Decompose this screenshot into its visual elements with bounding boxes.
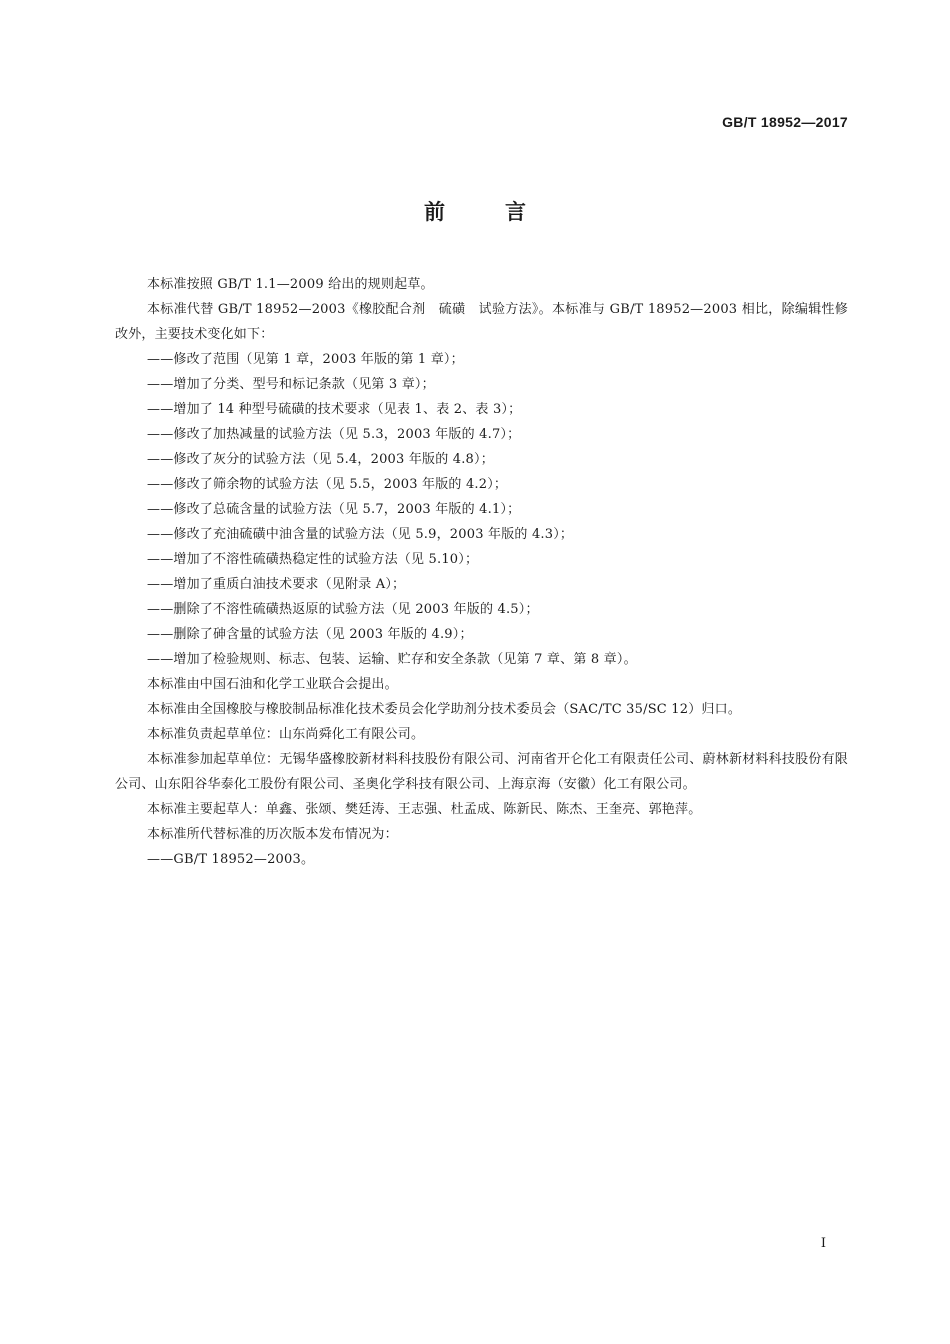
- paragraph-participating-drafters: 本标准参加起草单位：无锡华盛橡胶新材料科技股份有限公司、河南省开仑化工有限责任公司、蔚林新材料科技股份有限公司、山东阳谷华泰化工股份有限公司、圣奥化学科技有限公司、上海京海（安徽）化工有限公司。: [115, 752, 848, 792]
- list-item: ——修改了总硫含量的试验方法（见 5.7，2003 年版的 4.1）；: [147, 502, 521, 517]
- list-item: ——修改了充油硫磺中油含量的试验方法（见 5.9，2003 年版的 4.3）；: [147, 527, 574, 542]
- list-item: ——修改了范围（见第 1 章，2003 年版的第 1 章）；: [147, 352, 464, 367]
- paragraph-lead-drafter: 本标准负责起草单位：山东尚舜化工有限公司。: [147, 727, 425, 742]
- standard-code: GB/T 18952—2017: [722, 114, 848, 130]
- list-item: ——修改了加热减量的试验方法（见 5.3，2003 年版的 4.7）；: [147, 427, 521, 442]
- list-item: ——删除了砷含量的试验方法（见 2003 年版的 4.9）；: [147, 627, 473, 642]
- list-item: ——增加了不溶性硫磺热稳定性的试验方法（见 5.10）；: [147, 552, 479, 567]
- document-body: [115, 272, 848, 872]
- paragraph-main-drafters: 本标准主要起草人：单鑫、张颂、樊廷涛、王志强、杜孟成、陈新民、陈杰、王奎亮、郭艳萍。: [147, 802, 702, 817]
- list-item: ——删除了不溶性硫磺热返原的试验方法（见 2003 年版的 4.5）；: [147, 602, 539, 617]
- paragraph-committee: 本标准由全国橡胶与橡胶制品标准化技术委员会化学助剂分技术委员会（SAC/TC 35/SC 12）归口。: [147, 702, 742, 717]
- page-title: 前言: [424, 200, 586, 224]
- list-item: ——GB/T 18952—2003。: [147, 852, 315, 867]
- list-item: ——增加了重质白油技术要求（见附录 A）；: [147, 577, 406, 592]
- list-item: ——修改了筛余物的试验方法（见 5.5，2003 年版的 4.2）；: [147, 477, 508, 492]
- paragraph-replacement: 本标准代替 GB/T 18952—2003《橡胶配合剂 硫磺 试验方法》。本标准与 GB/T 18952—2003 相比，除编辑性修改外，主要技术变化如下：: [115, 302, 848, 342]
- list-item: ——修改了灰分的试验方法（见 5.4，2003 年版的 4.8）；: [147, 452, 494, 467]
- paragraph-proposer: 本标准由中国石油和化学工业联合会提出。: [147, 677, 398, 692]
- list-item: ——增加了 14 种型号硫磺的技术要求（见表 1、表 2、表 3）；: [147, 402, 522, 417]
- list-item: ——增加了检验规则、标志、包装、运输、贮存和安全条款（见第 7 章、第 8 章）。: [147, 652, 637, 667]
- paragraph-previous-editions: 本标准所代替标准的历次版本发布情况为：: [147, 827, 398, 842]
- paragraph-drafting-rules: 本标准按照 GB/T 1.1—2009 给出的规则起草。: [147, 277, 434, 292]
- list-item: ——增加了分类、型号和标记条款（见第 3 章）；: [147, 377, 435, 392]
- page-number: I: [820, 1236, 826, 1251]
